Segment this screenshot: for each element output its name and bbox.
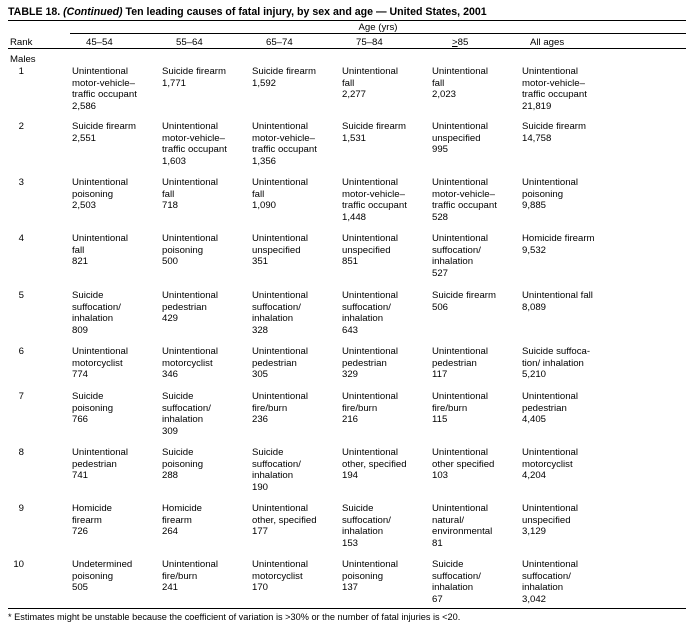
cell-count: 429 — [162, 313, 179, 324]
cell-cause-line: Unintentional — [522, 66, 579, 77]
cell-count: 1,531 — [342, 132, 367, 144]
table-cell — [342, 447, 407, 482]
cell-cause-line: fire/burn — [432, 402, 468, 414]
cell-count: 103 — [432, 470, 449, 481]
cell-cause-line: fall — [252, 188, 265, 200]
cell-cause-line: Unintentional — [432, 66, 489, 77]
cell-count: 528 — [432, 211, 449, 223]
cell-cause-line: Suicide — [342, 503, 374, 514]
column-header — [530, 37, 564, 49]
table-cell — [342, 503, 391, 549]
column-header — [176, 37, 203, 49]
cell-cause-line: Suicide — [162, 447, 194, 458]
cell-count: 3,129 — [522, 526, 547, 537]
rank-number: 7 — [18, 391, 24, 402]
table-cell — [522, 346, 590, 381]
cell-count: 194 — [342, 470, 359, 481]
cell-cause-line: unspecified — [522, 514, 571, 526]
table-cell — [342, 346, 398, 381]
cell-count: 351 — [252, 256, 269, 267]
table-cell — [522, 447, 578, 482]
age-group-rule — [70, 33, 686, 34]
rank-number: 8 — [18, 447, 24, 458]
cell-count: 81 — [432, 537, 443, 549]
cell-cause-line: Unintentional fall — [522, 290, 593, 301]
cell-count: 329 — [342, 369, 359, 380]
cell-cause-line: Unintentional — [432, 503, 489, 514]
table-cell — [72, 391, 113, 426]
cell-count: 67 — [432, 593, 443, 605]
cell-cause-line: Unintentional — [72, 233, 129, 244]
rank-number: 4 — [18, 233, 24, 244]
cell-cause-line: inhalation — [342, 313, 384, 324]
table-cell — [522, 121, 586, 144]
cell-cause-line: motorcyclist — [72, 357, 123, 369]
cell-cause-line: pedestrian — [342, 357, 387, 369]
cell-count: 741 — [72, 470, 89, 481]
header-rule — [8, 48, 686, 49]
table-cell — [162, 346, 218, 381]
cell-cause-line: Unintentional — [432, 121, 489, 132]
cell-count: 2,277 — [342, 89, 367, 100]
cell-cause-line: motor-vehicle– — [72, 77, 135, 89]
cell-cause-line: Unintentional — [342, 66, 399, 77]
table-cell — [72, 233, 128, 268]
cell-cause-line: motorcyclist — [162, 357, 213, 369]
rank-header: Rank — [10, 37, 33, 48]
table-title — [8, 6, 487, 19]
table-cell — [72, 121, 136, 144]
cell-count: 236 — [252, 414, 269, 425]
cell-cause-line: poisoning — [72, 570, 114, 582]
cell-cause-line: inhalation — [252, 470, 294, 481]
cell-cause-line: Homicide — [162, 503, 202, 514]
cell-cause-line: Homicide firearm — [522, 233, 595, 244]
cell-cause-line: Unintentional — [342, 290, 399, 301]
rank-number: 1 — [18, 66, 24, 77]
cell-cause-line: Unintentional — [252, 559, 309, 570]
cell-cause-line: Unintentional — [342, 447, 399, 458]
cell-cause-line: Unintentional — [252, 121, 309, 132]
cell-cause-line: motor-vehicle– — [252, 132, 315, 144]
cell-cause-line: fire/burn — [162, 570, 198, 582]
cell-cause-line: Unintentional — [252, 503, 309, 514]
cell-cause-line: fall — [342, 77, 355, 89]
cell-cause-line: Unintentional — [522, 391, 579, 402]
table-cell — [162, 177, 218, 212]
cell-count: 1,603 — [162, 155, 187, 167]
cell-cause-line: Unintentional — [252, 290, 309, 301]
column-header-label: All ages — [530, 37, 565, 48]
cell-cause-line: fire/burn — [252, 402, 288, 414]
cell-count: 1,356 — [252, 155, 277, 167]
cell-count: 5,210 — [522, 369, 547, 380]
cell-cause-line: Unintentional — [162, 233, 219, 244]
table-cell — [522, 177, 578, 212]
cell-cause-line: Unintentional — [162, 559, 219, 570]
rank-number: 6 — [18, 346, 24, 357]
table-cell — [72, 290, 121, 336]
cell-cause-line: Unintentional — [162, 177, 219, 188]
cell-cause-line: motor-vehicle– — [522, 77, 585, 89]
column-header-label: 75–84 — [356, 37, 383, 48]
cell-count: 809 — [72, 324, 89, 336]
cell-cause-line: other, specified — [252, 514, 317, 526]
cell-count: 2,503 — [72, 200, 97, 211]
table-cell — [432, 391, 488, 426]
cell-count: 506 — [432, 301, 449, 313]
cell-cause-line: unspecified — [252, 244, 301, 256]
cell-cause-line: inhalation — [522, 582, 564, 593]
cell-count: 216 — [342, 414, 359, 425]
footnote: * Estimates might be unstable because the coefficient of variation is >30% or the number of fatal injuries is <20. — [8, 612, 461, 622]
cell-cause-line: motorcyclist — [522, 458, 573, 470]
column-header-symbol: > — [452, 37, 458, 48]
column-header-label: 45–54 — [86, 37, 113, 48]
table-cell — [432, 447, 494, 482]
table-cell — [342, 177, 407, 223]
section-label: Males — [10, 54, 36, 65]
cell-cause-line: inhalation — [72, 313, 114, 324]
table-cell — [252, 346, 308, 381]
column-header-label: 55–64 — [176, 37, 203, 48]
cell-count: 305 — [252, 369, 269, 380]
cell-cause-line: traffic occupant — [342, 200, 407, 211]
table-cell — [432, 559, 481, 605]
cell-cause-line: firearm — [162, 514, 192, 526]
cell-cause-line: poisoning — [162, 458, 204, 470]
cell-cause-line: poisoning — [72, 402, 114, 414]
cell-count: 170 — [252, 582, 269, 593]
table-cell — [162, 559, 218, 594]
cell-cause-line: Unintentional — [432, 391, 489, 402]
cell-cause-line: Unintentional — [522, 503, 579, 514]
table-cell — [432, 121, 488, 156]
cell-cause-line: fall — [72, 244, 85, 256]
cell-cause-line: motor-vehicle– — [162, 132, 225, 144]
cell-cause-line: Unintentional — [342, 346, 399, 357]
cell-cause-line: Suicide firearm — [162, 66, 226, 77]
column-header — [266, 37, 293, 49]
cell-count: 117 — [432, 369, 448, 380]
table-cell — [342, 121, 406, 144]
cell-count: 8,089 — [522, 301, 547, 313]
column-header — [452, 37, 468, 49]
table-cell — [252, 391, 308, 426]
cell-cause-line: firearm — [72, 514, 102, 526]
cell-count: 21,819 — [522, 100, 552, 112]
table-cell — [342, 559, 398, 594]
table-cell — [162, 66, 226, 89]
rank-number: 3 — [18, 177, 24, 188]
table-cell — [342, 233, 398, 268]
cell-cause-line: Suicide — [72, 290, 104, 301]
cell-cause-line: Homicide — [72, 503, 112, 514]
rank-number: 5 — [18, 290, 24, 301]
cell-count: 2,023 — [432, 89, 457, 100]
cell-cause-line: Unintentional — [432, 233, 489, 244]
table-cell — [162, 391, 211, 437]
cell-count: 346 — [162, 369, 179, 380]
cell-count: 177 — [252, 526, 269, 537]
cell-cause-line: traffic occupant — [522, 89, 587, 100]
cell-count: 821 — [72, 256, 89, 267]
cell-count: 264 — [162, 526, 179, 537]
cell-cause-line: fire/burn — [342, 402, 378, 414]
cell-cause-line: Unintentional — [72, 66, 129, 77]
cell-cause-line: Unintentional — [432, 346, 489, 357]
cell-count: 718 — [162, 200, 179, 211]
cell-cause-line: environmental — [432, 526, 493, 537]
cell-count: 1,771 — [162, 77, 187, 89]
cell-cause-line: Unintentional — [252, 391, 309, 402]
cell-cause-line: pedestrian — [522, 402, 567, 414]
cell-cause-line: pedestrian — [432, 357, 477, 369]
cell-cause-line: Suicide — [432, 559, 464, 570]
table-cell — [522, 233, 595, 256]
table-cell — [522, 559, 578, 605]
cell-cause-line: unspecified — [432, 132, 481, 144]
table-cell — [162, 503, 202, 538]
cell-count: 9,885 — [522, 200, 547, 211]
cell-cause-line: suffocation/ — [432, 570, 481, 582]
cell-cause-line: Undetermined — [72, 559, 133, 570]
cell-cause-line: Suicide suffoca- — [522, 346, 591, 357]
cell-cause-line: Suicide firearm — [252, 66, 316, 77]
cell-cause-line: Unintentional — [522, 177, 579, 188]
cell-cause-line: Unintentional — [162, 290, 219, 301]
cell-count: 1,592 — [252, 77, 277, 89]
cell-count: 115 — [432, 414, 448, 425]
table-title-text: Ten leading causes of fatal injury, by sex and age — United States, 2001 — [125, 6, 487, 18]
cell-cause-line: fall — [432, 77, 445, 89]
cell-cause-line: Unintentional — [522, 559, 579, 570]
cell-cause-line: inhalation — [342, 526, 384, 537]
rank-number: 2 — [18, 121, 24, 132]
cell-cause-line: suffocation/ — [342, 301, 391, 313]
cell-cause-line: poisoning — [72, 188, 114, 200]
table-cell — [342, 391, 398, 426]
cell-cause-line: Unintentional — [162, 346, 219, 357]
rank-number: 10 — [13, 559, 24, 570]
table-cell — [72, 503, 112, 538]
cell-count: 995 — [432, 144, 449, 155]
cell-cause-line: Unintentional — [342, 559, 399, 570]
cell-count: 3,042 — [522, 593, 547, 605]
cell-cause-line: Unintentional — [342, 391, 399, 402]
cell-cause-line: Suicide firearm — [342, 121, 406, 132]
table-cell — [252, 121, 317, 167]
cell-cause-line: other, specified — [342, 458, 407, 470]
table-number: TABLE 18. — [8, 6, 61, 18]
cell-cause-line: Unintentional — [72, 346, 129, 357]
cell-cause-line: pedestrian — [162, 301, 207, 313]
table-cell — [522, 290, 593, 313]
cell-cause-line: suffocation/ — [72, 301, 121, 313]
cell-cause-line: Suicide firearm — [432, 290, 496, 301]
table-cell — [432, 503, 492, 549]
table-cell — [72, 346, 128, 381]
table-cell — [72, 447, 128, 482]
cell-cause-line: suffocation/ — [252, 458, 301, 470]
cell-cause-line: motor-vehicle– — [432, 188, 495, 200]
cell-cause-line: inhalation — [432, 582, 474, 593]
cell-cause-line: other specified — [432, 458, 495, 470]
cell-cause-line: Suicide — [72, 391, 104, 402]
cell-count: 288 — [162, 470, 179, 481]
table-cell — [432, 233, 488, 279]
cell-count: 190 — [252, 481, 269, 493]
cell-count: 309 — [162, 425, 179, 437]
cell-cause-line: Suicide — [252, 447, 284, 458]
cell-cause-line: natural/ — [432, 514, 464, 526]
table-cell — [162, 121, 227, 167]
cell-cause-line: Unintentional — [162, 121, 219, 132]
cell-cause-line: Suicide — [162, 391, 194, 402]
cell-cause-line: suffocation/ — [252, 301, 301, 313]
cell-count: 726 — [72, 526, 89, 537]
table-cell — [162, 447, 203, 482]
cell-count: 774 — [72, 369, 89, 380]
cell-count: 153 — [342, 537, 359, 549]
cell-count: 2,551 — [72, 132, 97, 144]
cell-cause-line: Suicide firearm — [522, 121, 586, 132]
cell-cause-line: inhalation — [162, 414, 204, 425]
table-cell — [252, 503, 317, 538]
cell-cause-line: Suicide firearm — [72, 121, 136, 132]
cell-cause-line: unspecified — [342, 244, 391, 256]
cell-cause-line: pedestrian — [252, 357, 297, 369]
table-cell — [432, 177, 497, 223]
cell-count: 505 — [72, 582, 89, 593]
cell-cause-line: Unintentional — [432, 447, 489, 458]
cell-count: 4,204 — [522, 470, 547, 481]
cell-count: 766 — [72, 414, 89, 425]
table-cell — [252, 559, 308, 594]
table-cell — [252, 66, 316, 89]
cell-cause-line: traffic occupant — [252, 144, 317, 155]
table-cell — [522, 391, 578, 426]
cell-count: 4,405 — [522, 414, 547, 425]
cell-cause-line: poisoning — [342, 570, 384, 582]
cell-cause-line: traffic occupant — [162, 144, 227, 155]
top-rule — [8, 20, 686, 21]
table-cell — [162, 290, 218, 325]
table-cell — [252, 290, 308, 336]
table-cell — [72, 66, 137, 112]
cell-cause-line: suffocation/ — [162, 402, 211, 414]
cell-cause-line: suffocation/ — [522, 570, 571, 582]
cell-count: 328 — [252, 324, 269, 336]
cell-cause-line: Unintentional — [252, 177, 309, 188]
cell-count: 527 — [432, 267, 449, 279]
cell-count: 241 — [162, 582, 179, 593]
cell-count: 2,586 — [72, 100, 97, 112]
table-cell — [162, 233, 218, 268]
cell-cause-line: motorcyclist — [252, 570, 303, 582]
cell-cause-line: traffic occupant — [432, 200, 497, 211]
cell-cause-line: inhalation — [432, 256, 474, 267]
cell-cause-line: tion/ inhalation — [522, 357, 584, 369]
table-cell — [522, 66, 587, 112]
cell-count: 851 — [342, 256, 359, 267]
age-group-header: Age (yrs) — [358, 22, 398, 33]
bottom-rule — [8, 608, 686, 609]
column-header-label: 85 — [457, 37, 469, 48]
cell-cause-line: Unintentional — [252, 233, 309, 244]
cell-cause-line: poisoning — [162, 244, 204, 256]
table-cell — [252, 233, 308, 268]
table-cell — [252, 177, 308, 212]
cell-count: 14,758 — [522, 132, 552, 144]
rank-number: 9 — [18, 503, 24, 514]
cell-cause-line: Unintentional — [432, 177, 489, 188]
table-cell — [342, 290, 398, 336]
table-cell — [342, 66, 398, 101]
table-cell — [252, 447, 301, 493]
cell-cause-line: suffocation/ — [432, 244, 481, 256]
cell-cause-line: Unintentional — [342, 233, 399, 244]
cell-cause-line: Unintentional — [72, 177, 129, 188]
table-cell — [522, 503, 578, 538]
table-cell — [72, 559, 132, 594]
continued-label: (Continued) — [63, 6, 123, 18]
table-cell — [432, 66, 488, 101]
cell-cause-line: Unintentional — [522, 447, 579, 458]
cell-cause-line: motor-vehicle– — [342, 188, 405, 200]
column-header-label: 65–74 — [266, 37, 293, 48]
column-header — [86, 37, 113, 49]
table-cell — [72, 177, 128, 212]
cell-cause-line: inhalation — [252, 313, 294, 324]
cell-cause-line: pedestrian — [72, 458, 117, 470]
cell-cause-line: poisoning — [522, 188, 564, 200]
cell-count: 1,448 — [342, 211, 367, 223]
cell-count: 643 — [342, 324, 359, 336]
table-cell — [432, 346, 488, 381]
cell-cause-line: traffic occupant — [72, 89, 137, 100]
cell-count: 137 — [342, 582, 359, 593]
cell-count: 500 — [162, 256, 179, 267]
column-header — [356, 37, 383, 49]
cell-cause-line: Unintentional — [72, 447, 129, 458]
cell-cause-line: Unintentional — [342, 177, 399, 188]
cell-count: 9,532 — [522, 244, 547, 256]
cell-cause-line: Unintentional — [252, 346, 309, 357]
cell-count: 1,090 — [252, 200, 277, 211]
cell-cause-line: suffocation/ — [342, 514, 391, 526]
cell-cause-line: fall — [162, 188, 175, 200]
table-cell — [432, 290, 496, 313]
